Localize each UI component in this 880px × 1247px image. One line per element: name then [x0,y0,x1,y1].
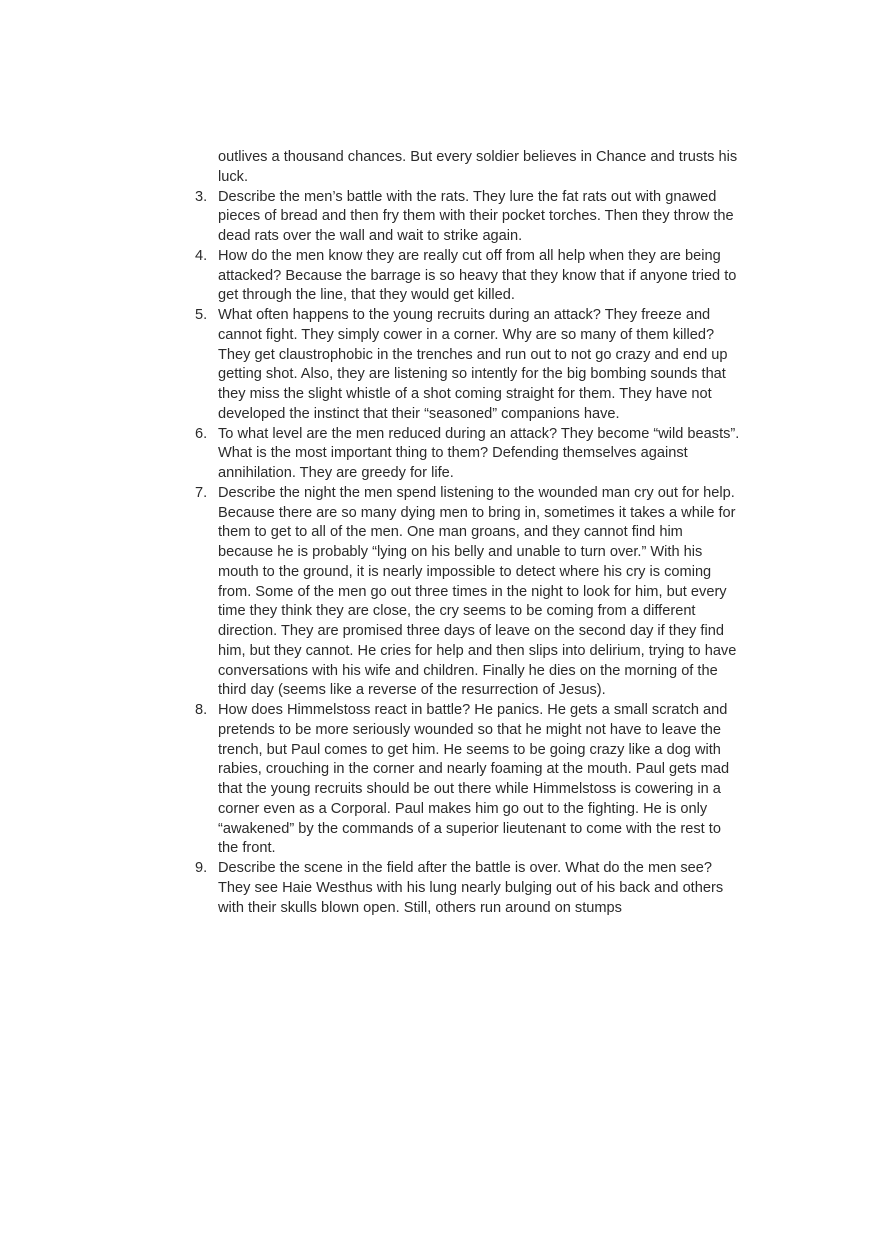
question-item-7 [195,484,740,701]
question-number: 7. [195,484,208,501]
question-text: Describe the night the men spend listening to the wounded man cry out for help. Because there are so many dying men to bring in, sometimes it takes a while for them to get to all of the men. One man groans, and they cannot find him because he is probably “lying on his belly and unable to turn over.” With his mouth to the ground, it is nearly impossible to detect where his cry is coming from. Some of the men go out three times in the night to look for him, but every time they think they are close, the cry seems to be coming from a different direction. They are promised three days of leave on the second day if they find him, but they cannot. He cries for help and then slips into delirium, trying to have conversations with his wife and children. Finally he dies on the morning of the third day (seems like a reverse of the resurrection of Jesus). [218,484,737,699]
question-number: 4. [195,247,208,264]
question-text: To what level are the men reduced during an attack? They become “wild beasts”. What is the most important thing to them? Defending themselves against annihilation. They are greedy for life. [218,425,740,481]
question-item-5 [195,306,740,425]
continuation-text: outlives a thousand chances. But every soldier believes in Chance and trusts his luck. [218,149,738,185]
question-number: 3. [195,188,208,205]
question-item-6 [195,425,740,484]
question-item-9 [195,859,740,918]
question-text: How does Himmelstoss react in battle? He panics. He gets a small scratch and pretends to be more seriously wounded so that he might not have to leave the trench, but Paul comes to get him. He seems to be going crazy like a dog with rabies, crouching in the corner and nearly foaming at the mouth. Paul gets mad that the young recruits should be out there while Himmelstoss is cowering in a corner even as a Corporal. Paul makes him go out to the fighting. He is only “awakened” by the commands of a superior lieutenant to come with the rest to the front. [218,702,730,857]
question-text: Describe the scene in the field after the battle is over. What do the men see? They see Haie Westhus with his lung nearly bulging out of his back and others with their skulls blown open. Still, others run around on stumps [218,860,724,916]
question-text: What often happens to the young recruits during an attack? They freeze and cannot fight. They simply cower in a corner. Why are so many of them killed? They get claustrophobic in the trenches and run out to not go crazy and end up getting shot. Also, they are listening so intently for the big bombing sounds that they miss the slight whistle of a shot coming straight for them. They have not developed the instinct that their “seasoned” companions have. [218,307,728,422]
question-item-4 [195,247,740,306]
question-item-3 [195,188,740,247]
question-text: Describe the men’s battle with the rats. They lure the fat rats out with gnawed pieces of bread and then fry them with their pocket torches. Then they throw the dead rats over the wall and wait to strike again. [218,188,734,244]
question-number: 6. [195,425,208,442]
question-list [195,148,740,918]
question-number: 8. [195,702,208,718]
question-text: How do the men know they are really cut off from all help when they are being attacked? Because the barrage is so heavy that they know that if anyone tried to get through the line, that they would get killed. [218,247,737,304]
question-number: 9. [195,860,208,876]
question-item-8 [195,701,740,859]
question-number: 5. [195,307,208,323]
continuation-paragraph [195,148,740,188]
